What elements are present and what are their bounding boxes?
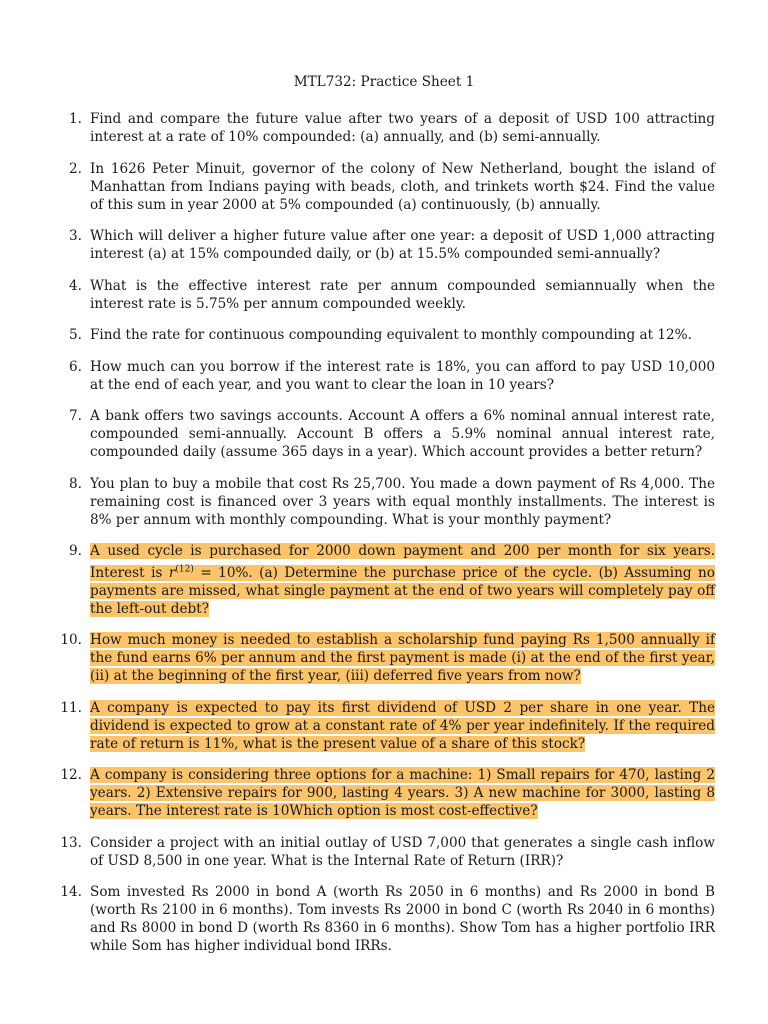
- problem-text: How much can you borrow if the interest rate is 18%, you can afford to pay USD 10,000 at the end of each year, and you want to clear the loan in 10 years?: [90, 358, 715, 393]
- problem-text: What is the effective interest rate per annum compounded semiannually when the interest rate is 5.75% per annum compounded weekly.: [90, 277, 715, 312]
- problem-item: [0, 160, 768, 214]
- problem-item: [0, 358, 768, 394]
- problem-item-highlighted: [0, 542, 768, 618]
- highlighted-text: A company is considering three options for a machine: 1) Small repairs for 470, lasting 2 years. 2) Extensive repairs for 900, lasting 4 years. 3) A new machine for 3000, lasting 8 years. The interest rate is 10Which option is most cost-effective?: [90, 767, 715, 820]
- page-title: MTL732: Practice Sheet 1: [293, 74, 475, 90]
- problem-text: Som invested Rs 2000 in bond A (worth Rs 2050 in 6 months) and Rs 2000 in bond B (worth Rs 2100 in 6 months). Tom invests Rs 2000 in bond C (worth Rs 2040 in 6 months) and Rs 8000 in bond D (worth Rs 8360 in 6 months). Show Tom has a higher portfolio IRR while Som has higher individual bond IRRs.: [90, 884, 715, 955]
- math-variable: r: [168, 564, 176, 581]
- problem-item: [0, 407, 768, 461]
- highlighted-text: A company is expected to pay its first dividend of USD 2 per share in one year. The dividend is expected to grow at a constant rate of 4% per year indefinitely. If the required rate of return is 11%, what is the present value of a share of this stock?: [90, 699, 715, 752]
- problem-text: Find the rate for continuous compounding equivalent to monthly compounding at 12%.: [90, 327, 692, 343]
- math-superscript: (12): [175, 564, 194, 574]
- problem-number: 4.: [69, 277, 82, 294]
- problem-item: [0, 834, 768, 870]
- problem-number: 7.: [69, 408, 82, 424]
- problem-text: [90, 631, 715, 685]
- problem-text: Consider a project with an initial outlay of USD 7,000 that generates a single cash inflow of USD 8,500 in one year. What is the Internal Rate of Return (IRR)?: [90, 834, 715, 869]
- highlighted-text: [90, 543, 715, 617]
- problem-text: In 1626 Peter Minuit, governor of the colony of New Netherland, bought the island of Manhattan from Indians paying with beads, cloth, and trinkets worth $24. Find the value of this sum in year 2000 at 5% compounded (a) continuously, (b) annually.: [90, 160, 715, 213]
- problem-number: 2.: [69, 160, 82, 177]
- problem-item: [0, 110, 768, 146]
- problem-text: Find and compare the future value after two years of a deposit of USD 100 attracting interest at a rate of 10% compounded: (a) annually, and (b) semi-annually.: [90, 111, 715, 145]
- problem-text: You plan to buy a mobile that cost Rs 25,700. You made a down payment of Rs 4,000. The remaining cost is financed over 3 years with equal monthly installments. The interest is 8% per annum with monthly compounding. What is your monthly payment?: [90, 475, 715, 528]
- problem-number: 12.: [60, 767, 82, 784]
- problem-item: [0, 277, 768, 313]
- problem-text: [90, 699, 715, 753]
- problem-number: 8.: [69, 475, 82, 492]
- problem-item: [0, 326, 768, 344]
- problem-number: 14.: [60, 884, 82, 901]
- problem-item-highlighted: [0, 631, 768, 685]
- problem-number: 6.: [69, 358, 82, 375]
- problem-number: 5.: [69, 327, 82, 343]
- highlighted-text: How much money is needed to establish a scholarship fund paying Rs 1,500 annually if the fund earns 6% per annum and the first payment is made (i) at the end of the first year, (ii) at the beginning of the first year, (iii) deferred five years from now?: [90, 632, 715, 685]
- problem-number: 13.: [60, 834, 82, 851]
- problem-item: [0, 475, 768, 529]
- problem-text-part: = 10%. (a) Determine the purchase price of the cycle. (b) Assuming no payments are missed, what single payment at the end of two years will completely pay off the left-out debt?: [90, 564, 715, 617]
- problem-number: 9.: [69, 543, 82, 559]
- problem-item: [0, 227, 768, 263]
- problem-list: [0, 110, 768, 969]
- problem-item-highlighted: [0, 766, 768, 820]
- problem-text: A bank offers two savings accounts. Account A offers a 6% nominal annual interest rate, compounded semi-annually. Account B offers a 5.9% nominal annual interest rate, compounded daily (assume 365 days in a year). Which account provides a better return?: [90, 408, 715, 460]
- problem-item-highlighted: [0, 699, 768, 753]
- problem-text: Which will deliver a higher future value after one year: a deposit of USD 1,000 attracting interest (a) at 15% compounded daily, or (b) at 15.5% compounded semi-annually?: [90, 228, 715, 262]
- problem-text: [90, 542, 715, 618]
- problem-number: 10.: [60, 632, 82, 649]
- problem-number: 3.: [69, 228, 82, 244]
- problem-item: [0, 883, 768, 955]
- problem-text-part: A used cycle is purchased for 2000 down payment and 200 per month for six years. Interest is: [90, 543, 715, 581]
- problem-number: 11.: [60, 699, 82, 716]
- problem-number: 1.: [69, 111, 82, 127]
- problem-text: [90, 766, 715, 820]
